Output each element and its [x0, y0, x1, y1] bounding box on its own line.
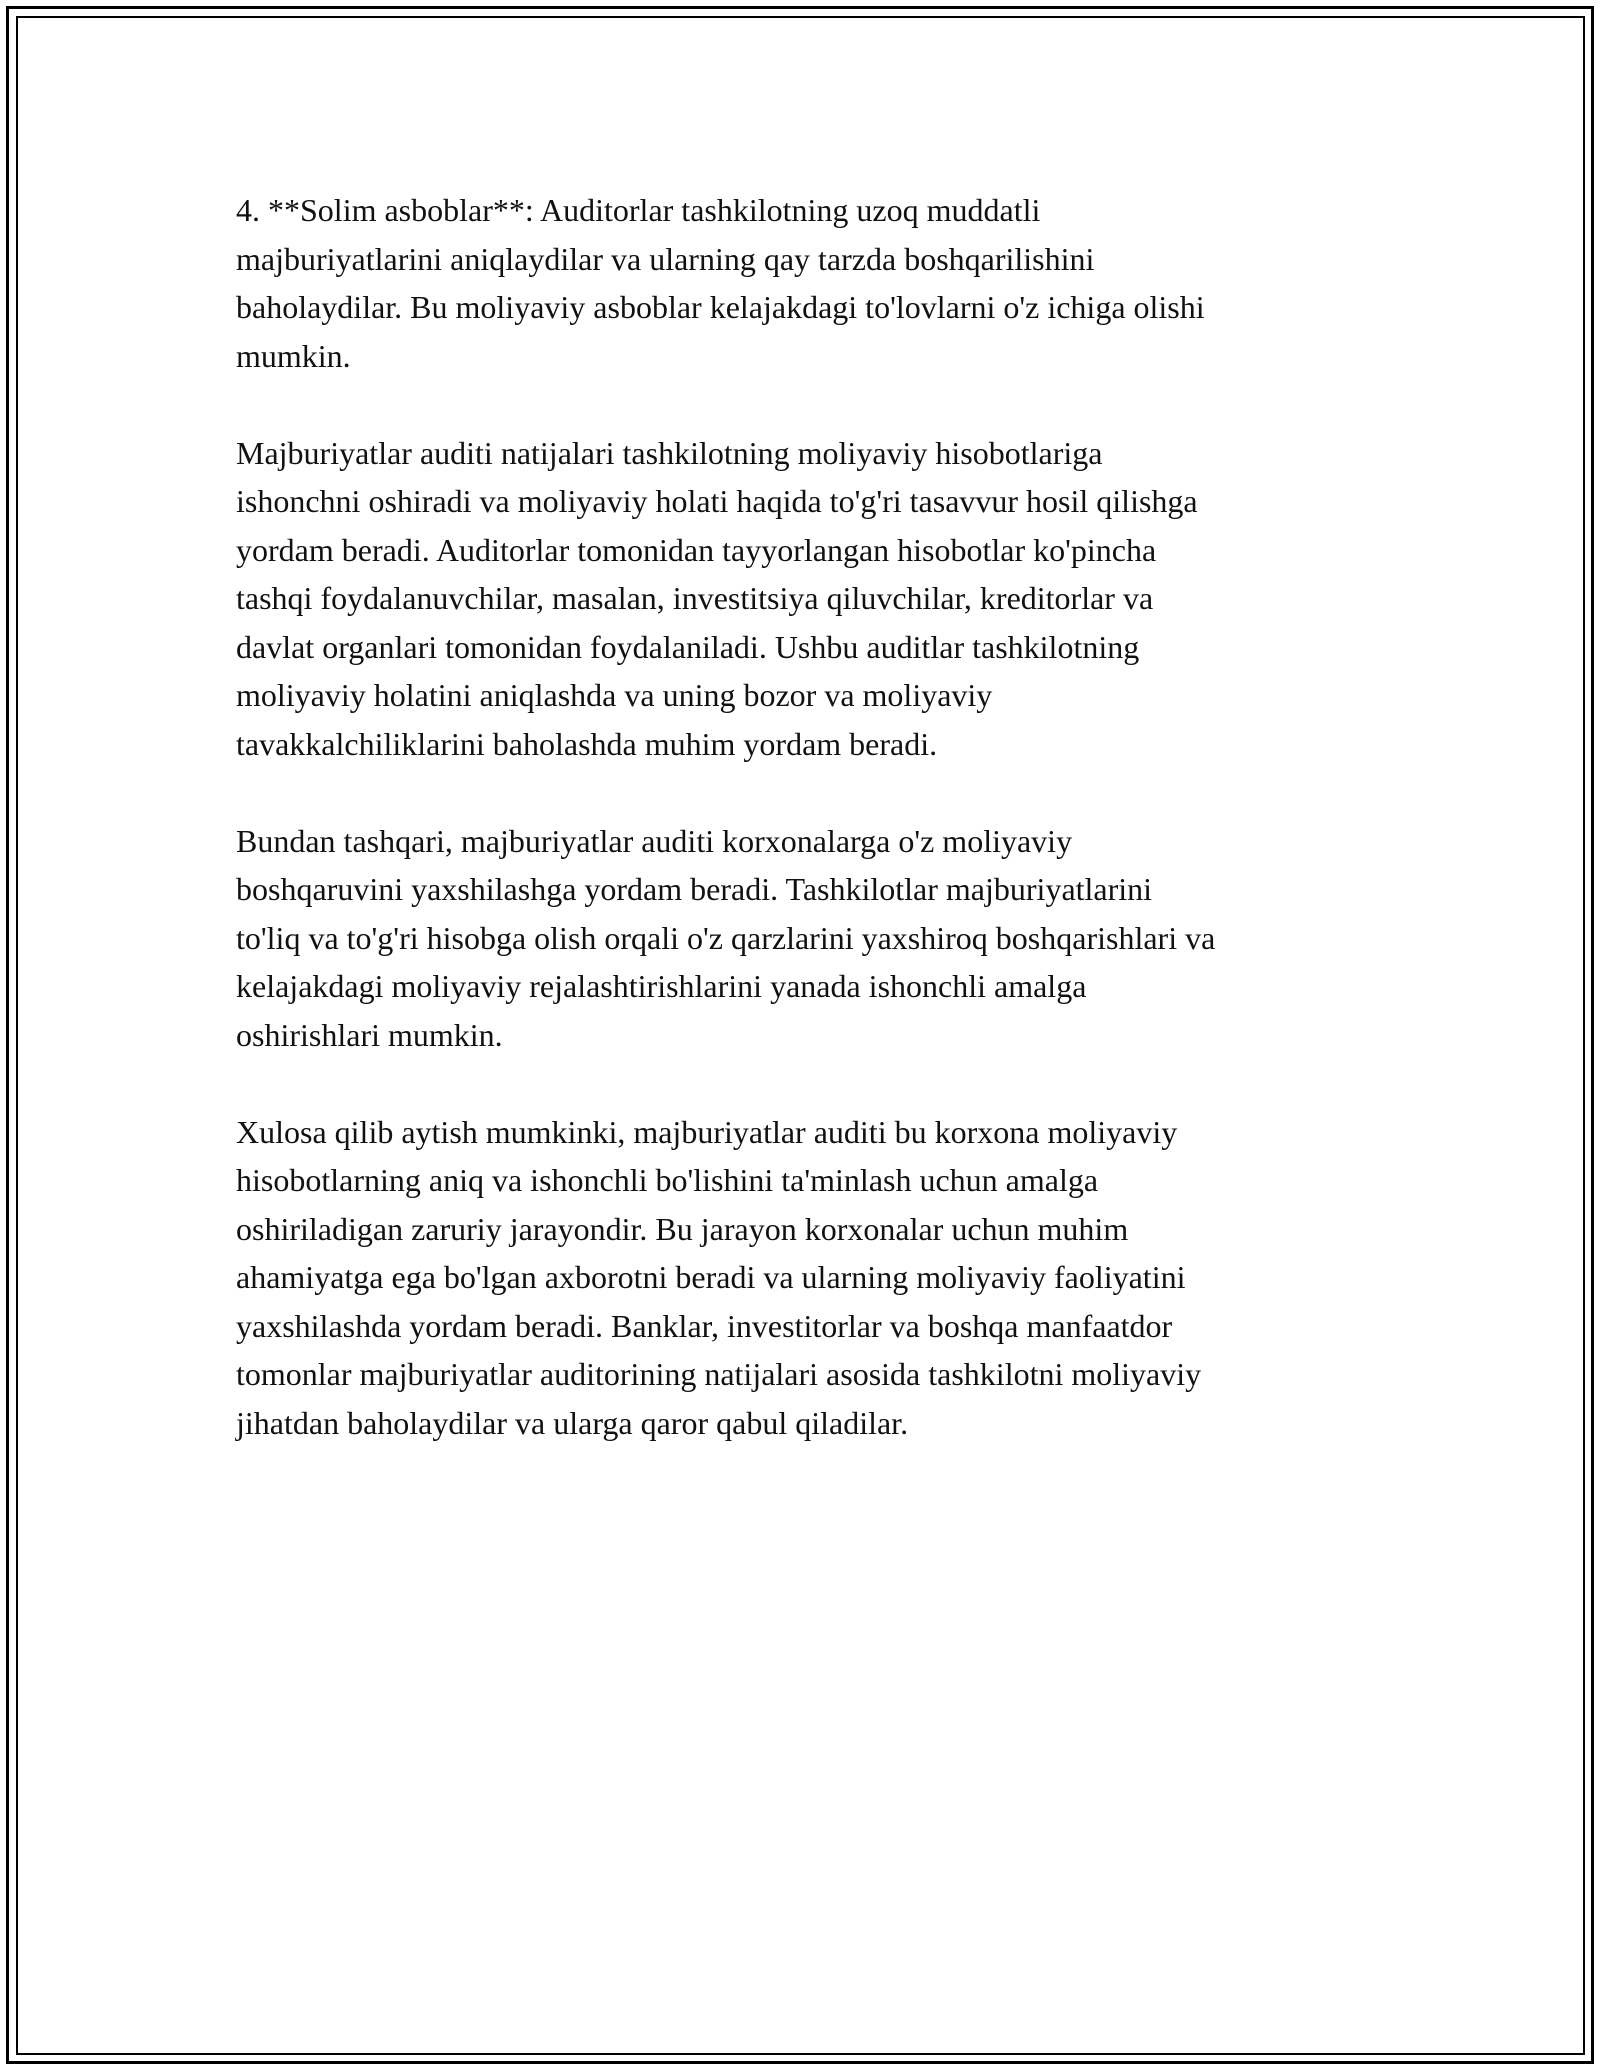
- text-line: yaxshilashda yordam beradi. Banklar, investitorlar va boshqa manfaatdor: [236, 1307, 1173, 1344]
- paragraph-spacer: [236, 768, 1376, 817]
- paragraph: [236, 1108, 1376, 1448]
- text-line: to'liq va to'g'ri hisobga olish orqali o'z qarzlarini yaxshiroq boshqarishlari va: [236, 919, 1216, 956]
- paragraph: [236, 186, 1376, 380]
- text-line: yordam beradi. Auditorlar tomonidan tayyorlangan hisobotlar ko'pincha: [236, 531, 1157, 568]
- document-body: [236, 186, 1376, 1447]
- text-line: ahamiyatga ega bo'lgan axborotni beradi va ularning moliyaviy faoliyatini: [236, 1259, 1186, 1295]
- text-line: tomonlar majburiyatlar auditorining natijalari asosida tashkilotni moliyaviy: [236, 1356, 1202, 1392]
- text-line: hisobotlarning aniq va ishonchli bo'lishini ta'minlash uchun amalga: [236, 1162, 1099, 1198]
- text-line: majburiyatlarini aniqlaydilar va ularning qay tarzda boshqarilishini: [236, 240, 1095, 277]
- text-line: Bundan tashqari, majburiyatlar auditi korxonalarga o'z moliyaviy: [236, 822, 1073, 859]
- text-line: jihatdan baholaydilar va ularga qaror qabul qiladilar.: [236, 1404, 909, 1441]
- paragraph: [236, 817, 1376, 1060]
- paragraph: [236, 429, 1376, 769]
- paragraph-spacer: [236, 380, 1376, 429]
- text-line: 4. **Solim asboblar**: Auditorlar tashkilotning uzoq muddatli: [236, 192, 1041, 228]
- text-line: mumkin.: [236, 337, 351, 374]
- text-line: oshiriladigan zaruriy jarayondir. Bu jarayon korxonalar uchun muhim: [236, 1210, 1129, 1247]
- text-line: boshqaruvini yaxshilashga yordam beradi. Tashkilotlar majburiyatlarini: [236, 871, 1153, 907]
- text-line: oshirishlari mumkin.: [236, 1016, 503, 1053]
- text-line: davlat organlari tomonidan foydalaniladi. Ushbu auditlar tashkilotning: [236, 628, 1140, 665]
- text-line: moliyaviy holatini aniqlashda va uning bozor va moliyaviy: [236, 677, 993, 713]
- text-line: ishonchni oshiradi va moliyaviy holati haqida to'g'ri tasavvur hosil qilishga: [236, 483, 1198, 519]
- text-line: baholaydilar. Bu moliyaviy asboblar kelajakdagi to'lovlarni o'z ichiga olishi: [236, 289, 1205, 325]
- text-line: kelajakdagi moliyaviy rejalashtirishlarini yanada ishonchli amalga: [236, 968, 1087, 1004]
- text-line: tavakkalchiliklarini baholashda muhim yordam beradi.: [236, 725, 938, 762]
- text-line: Majburiyatlar auditi natijalari tashkilotning moliyaviy hisobotlariga: [236, 434, 1103, 471]
- paragraph-spacer: [236, 1059, 1376, 1108]
- text-line: tashqi foydalanuvchilar, masalan, investitsiya qiluvchilar, kreditorlar va: [236, 580, 1154, 616]
- text-line: Xulosa qilib aytish mumkinki, majburiyatlar auditi bu korxona moliyaviy: [236, 1113, 1178, 1150]
